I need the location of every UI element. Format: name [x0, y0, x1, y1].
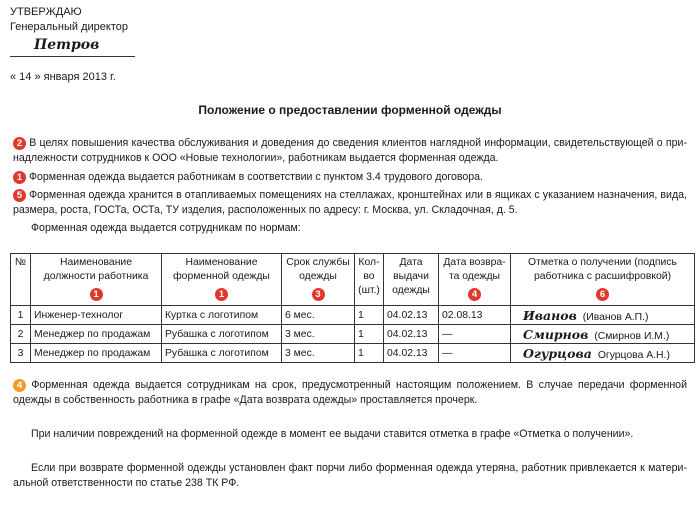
signature-line [10, 56, 135, 57]
director-signature: Петров [34, 37, 100, 53]
col-header-clothing: Наименование форменной одежды 1 [162, 254, 282, 306]
employee-signature: Огурцова [523, 345, 592, 361]
col-header-term: Срок службы одежды 3 [282, 254, 355, 306]
marker-4-icon: 4 [13, 379, 26, 392]
cell-clothing: Рубашка с логотипом [162, 344, 282, 363]
paragraph-norms [13, 221, 687, 236]
approval-position: Генеральный директор [10, 21, 128, 33]
paragraph-text: В целях повышения качества обслуживания и доведения до сведения клиентов наглядной информации, свидетельствующей о принадлежности сотрудников к ООО «Новые технологии», работникам выдается форменная одежда. [13, 137, 687, 164]
col-header-number: № [11, 254, 31, 306]
col-header-quantity: Колво (шт.) [355, 254, 384, 306]
paragraph-text: Форменная одежда хранится в отапливаемых помещениях на стеллажах, кронштейнах или в ящиках с указанием назначения, вида, размера, роста, ГОСТа, ОСТа, ТУ изделия, расположенных по адресу: г. Москва, ул. Складочная, д. 5. [13, 189, 687, 216]
col-header-issued: Дата выдачи одежды [384, 254, 439, 306]
marker-2-icon: 2 [13, 137, 26, 150]
marker-6-icon: 6 [596, 288, 609, 301]
clothing-norms-table [10, 253, 695, 363]
cell-returned: 02.08.13 [439, 306, 511, 325]
table-row [11, 344, 695, 363]
paragraph-text: Форменная одежда выдается работникам в соответствии с пунктом 3.4 трудового договора. [28, 171, 483, 183]
approval-date: « 14 » января 2013 г. [10, 71, 116, 83]
cell-number: 2 [11, 325, 31, 344]
table-row [11, 306, 695, 325]
marker-3-icon: 3 [312, 288, 325, 301]
marker-5-icon: 5 [13, 189, 26, 202]
table-row [11, 325, 695, 344]
cell-returned: — [439, 344, 511, 363]
cell-number: 1 [11, 306, 31, 325]
cell-issued: 04.02.13 [384, 325, 439, 344]
cell-quantity: 1 [355, 344, 384, 363]
col-header-returned: Дата возврата одежды 4 [439, 254, 511, 306]
cell-quantity: 1 [355, 306, 384, 325]
cell-number: 3 [11, 344, 31, 363]
paragraph-liability [13, 461, 687, 491]
paragraph-text: При наличии повреждений на форменной одежде в момент ее выдачи ставится отметка в графе «Отметка о получении». [31, 428, 634, 440]
paragraph-damage [13, 427, 687, 442]
cell-receipt [511, 306, 695, 325]
cell-receipt [511, 325, 695, 344]
marker-1-icon: 1 [90, 288, 103, 301]
employee-signature: Смирнов [523, 326, 589, 342]
paragraph-storage [13, 188, 687, 218]
paragraph-text: Форменная одежда выдается сотрудникам по нормам: [31, 222, 301, 234]
cell-position: Инженер-технолог [31, 306, 162, 325]
cell-term: 3 мес. [282, 344, 355, 363]
cell-position: Менеджер по продажам [31, 325, 162, 344]
signature-decoded: (Смирнов И.М.) [594, 330, 670, 342]
cell-quantity: 1 [355, 325, 384, 344]
signature-decoded: Огурцова А.Н.) [597, 349, 670, 361]
cell-returned: — [439, 325, 511, 344]
marker-1-icon: 1 [13, 171, 26, 184]
approval-stamp: УТВЕРЖДАЮ [10, 6, 82, 18]
paragraph-basis [13, 170, 687, 185]
col-header-position: Наименование должности работника 1 [31, 254, 162, 306]
paragraph-purpose [13, 136, 687, 166]
col-header-receipt: Отметка о получении (подпись работника с расшифровкой) 6 [511, 254, 695, 306]
marker-1-icon: 1 [215, 288, 228, 301]
marker-4-icon: 4 [468, 288, 481, 301]
employee-signature: Иванов [523, 307, 577, 323]
paragraph-term [13, 378, 687, 408]
cell-receipt [511, 344, 695, 363]
cell-issued: 04.02.13 [384, 306, 439, 325]
signature-decoded: (Иванов А.П.) [582, 311, 649, 323]
table-header-row [11, 254, 695, 306]
document-title: Положение о предоставлении форменной одежды [198, 103, 502, 117]
cell-term: 3 мес. [282, 325, 355, 344]
cell-position: Менеджер по продажам [31, 344, 162, 363]
cell-clothing: Куртка с логотипом [162, 306, 282, 325]
paragraph-text: Если при возврате форменной одежды установлен факт порчи либо форменная одежда утеряна, работник привлекается к материальной ответственности по статье 238 ТК РФ. [13, 462, 687, 489]
cell-issued: 04.02.13 [384, 344, 439, 363]
paragraph-text: Форменная одежда выдается сотрудникам на срок, предусмотренный настоящим положением. В случае передачи форменной одежды в собственность работника в графе «Дата возврата одежды» проставляется прочерк. [13, 379, 687, 406]
cell-clothing: Рубашка с логотипом [162, 325, 282, 344]
cell-term: 6 мес. [282, 306, 355, 325]
